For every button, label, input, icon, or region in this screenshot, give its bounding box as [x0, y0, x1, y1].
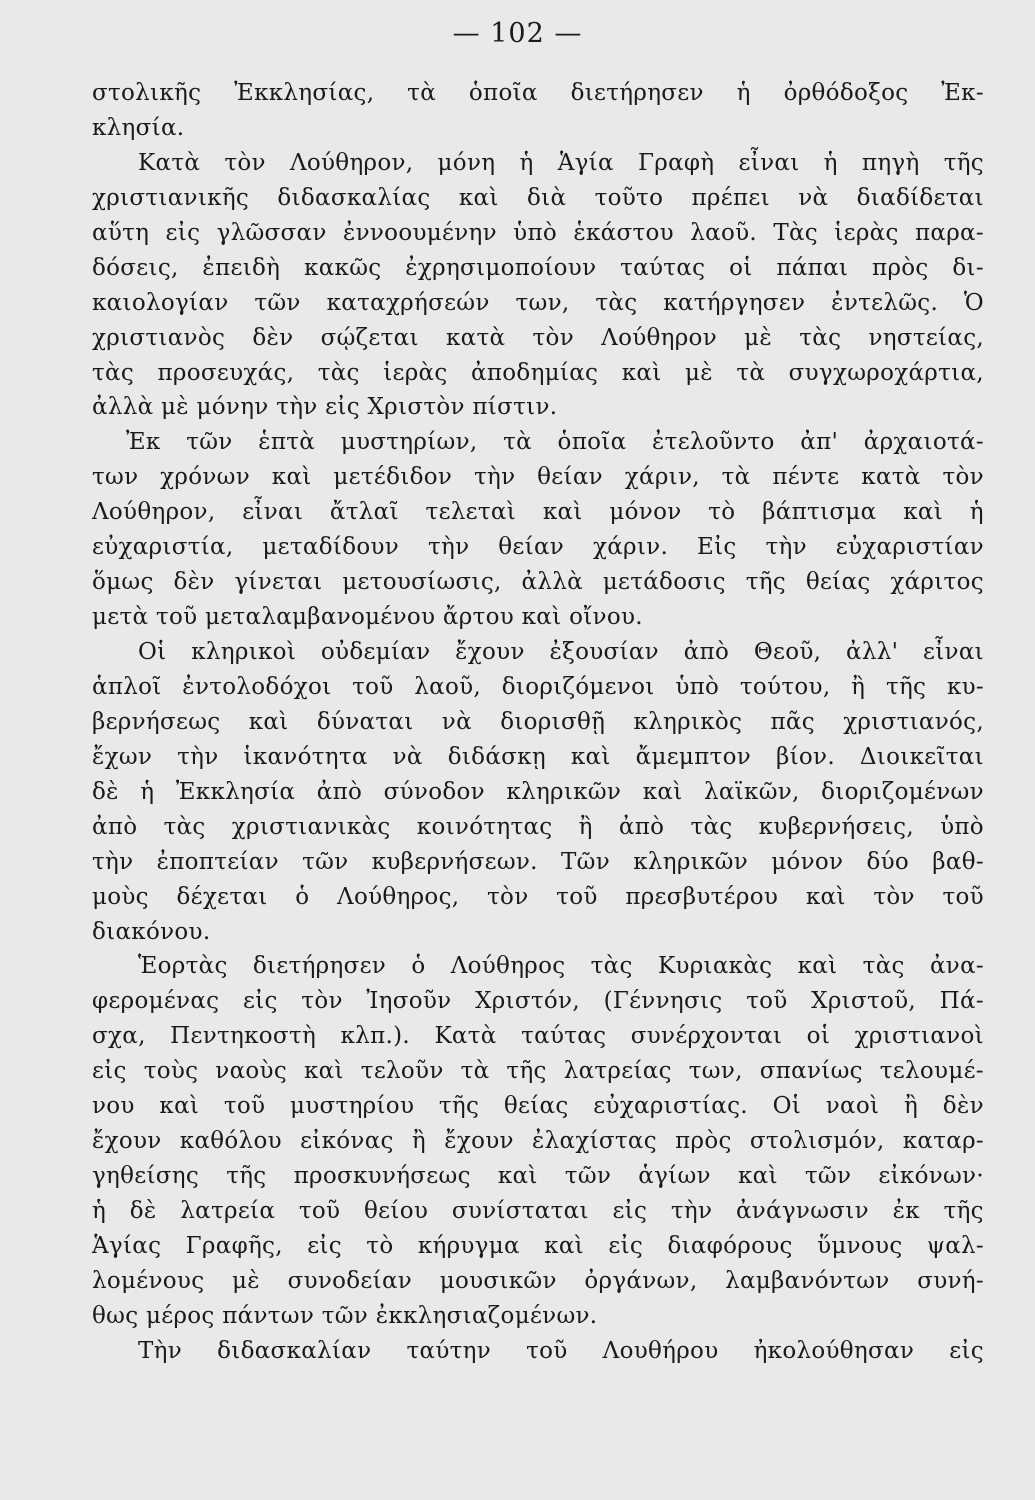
text-line: μοὺς δέχεται ὁ Λούθηρος, τὸν τοῦ πρεσβυτέρου καὶ τὸν τοῦ [92, 883, 984, 910]
text-line: κλησία. [92, 114, 185, 141]
text-line: γηθείσης τῆς προσκυνήσεως καὶ τῶν ἁγίων καὶ τῶν εἰκόνων· [92, 1163, 984, 1190]
text-line: χριστιανικῆς διδασκαλίας καὶ διὰ τοῦτο πρέπει νὰ διαδίδεται [92, 184, 984, 211]
text-line: Οἱ κληρικοὶ οὐδεμίαν ἔχουν ἐξουσίαν ἀπὸ Θεοῦ, ἀλλ' εἶναι [138, 639, 984, 665]
text-line: ὅμως δὲν γίνεται μετουσίωσις, ἀλλὰ μετάδοσις τῆς θείας χάριτος [92, 569, 984, 596]
text-line: θως μέρος πάντων τῶν ἐκκλησιαζομένων. [92, 1302, 598, 1329]
text-line: ἔχουν καθόλου εἰκόνας ἢ ἔχουν ἐλαχίστας πρὸς στολισμόν, καταρ- [92, 1128, 984, 1155]
text-line: καιολογίαν τῶν καταχρήσεών των, τὰς κατήργησεν ἐντελῶς. Ὁ [92, 289, 984, 316]
text-line: ἁπλοῖ ἐντολοδόχοι τοῦ λαοῦ, διοριζόμενοι ὑπὸ τούτου, ἢ τῆς κυ- [92, 673, 984, 700]
text-line: Ἁγίας Γραφῆς, εἰς τὸ κήρυγμα καὶ εἰς διαφόρους ὕμνους ψαλ- [92, 1232, 984, 1259]
text-line: ἀπὸ τὰς χριστιανικὰς κοινότητας ἢ ἀπὸ τὰς κυβερνήσεις, ὑπὸ [92, 813, 984, 840]
text-line: μετὰ τοῦ μεταλαμβανομένου ἄρτου καὶ οἴνου. [92, 604, 643, 631]
text-line: δόσεις, ἐπειδὴ κακῶς ἐχρησιμοποίουν ταύτας οἱ πάπαι πρὸς δι- [92, 254, 984, 281]
text-line: χριστιανὸς δὲν σῴζεται κατὰ τὸν Λούθηρον μὲ τὰς νηστείας, [92, 324, 984, 351]
text-line: αὕτη εἰς γλῶσσαν ἐννοουμένην ὑπὸ ἑκάστου λαοῦ. Τὰς ἱερὰς παρα- [92, 219, 984, 246]
text-line: των χρόνων καὶ μετέδιδον τὴν θείαν χάριν, τὰ πέντε κατὰ τὸν [92, 464, 984, 491]
text-line: σχα, Πεντηκοστὴ κλπ.). Κατὰ ταύτας συνέρχονται οἱ χριστιανοὶ [92, 1023, 984, 1050]
text-line: Λούθηρον, εἶναι ἄτλαῖ τελεταὶ καὶ μόνον τὸ βάπτισμα καὶ ἡ [92, 499, 984, 526]
text-line: δὲ ἡ Ἐκκλησία ἀπὸ σύνοδον κληρικῶν καὶ λαϊκῶν, διοριζομένων [92, 778, 984, 805]
text-line: στολικῆς Ἐκκλησίας, τὰ ὁποῖα διετήρησεν ἡ ὀρθόδοξος Ἐκ- [92, 80, 984, 106]
text-line: τὰς προσευχάς, τὰς ἱερὰς ἀποδημίας καὶ μὲ τὰ συγχωροχάρτια, [92, 359, 984, 386]
text-line: Κατὰ τὸν Λούθηρον, μόνη ἡ Ἁγία Γραφὴ εἶναι ἡ πηγὴ τῆς [138, 149, 984, 176]
text-line: Ἑορτὰς διετήρησεν ὁ Λούθηρος τὰς Κυριακὰς καὶ τὰς ἀνα- [138, 953, 984, 980]
text-line: εἰς τοὺς ναοὺς καὶ τελοῦν τὰ τῆς λατρείας των, σπανίως τελουμέ- [92, 1058, 984, 1085]
text-line: Τὴν διδασκαλίαν ταύτην τοῦ Λουθήρου ἠκολούθησαν εἰς [138, 1337, 984, 1364]
body-text [92, 76, 984, 1369]
text-line: ἡ δὲ λατρεία τοῦ θείου συνίσταται εἰς τὴν ἀνάγνωσιν ἐκ τῆς [92, 1198, 984, 1224]
text-line: λομένους μὲ συνοδείαν μουσικῶν ὀργάνων, λαμβανόντων συνή- [92, 1267, 984, 1294]
text-line: ἀλλὰ μὲ μόνην τὴν εἰς Χριστὸν πίστιν. [92, 394, 558, 421]
text-line: διακόνου. [92, 918, 211, 945]
text-line: Ἐκ τῶν ἑπτὰ μυστηρίων, τὰ ὁποῖα ἐτελοῦντο ἀπ' ἀρχαιοτά- [126, 429, 984, 456]
text-line: ἔχων τὴν ἱκανότητα νὰ διδάσκῃ καὶ ἄμεμπτον βίον. Διοικεῖται [92, 743, 984, 770]
text-line: νου καὶ τοῦ μυστηρίου τῆς θείας εὐχαριστίας. Οἱ ναοὶ ἢ δὲν [92, 1093, 984, 1120]
text-line: εὐχαριστία, μεταδίδουν τὴν θείαν χάριν. Εἰς τὴν εὐχαριστίαν [92, 534, 984, 561]
text-line: βερνήσεως καὶ δύναται νὰ διορισθῇ κληρικὸς πᾶς χριστιανός, [92, 708, 984, 735]
text-line: τὴν ἐποπτείαν τῶν κυβερνήσεων. Τῶν κληρικῶν μόνον δύο βαθ- [92, 848, 984, 875]
text-line: φερομένας εἰς τὸν Ἰησοῦν Χριστόν, (Γέννησις τοῦ Χριστοῦ, Πά- [92, 988, 984, 1015]
page-number: — 102 — [452, 18, 583, 49]
